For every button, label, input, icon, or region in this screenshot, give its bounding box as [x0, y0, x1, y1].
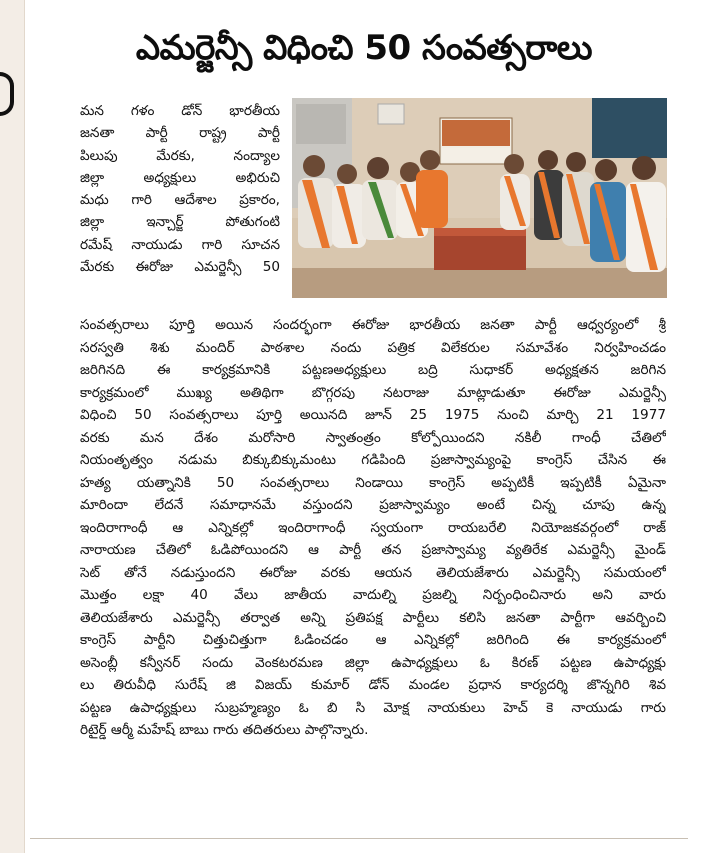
- body-line: మారిందా లేదనే సమాధానమే వస్తుందని ప్రజాస్వామ్యం అంటే చిన్న చూపు ఉన్న: [80, 497, 666, 513]
- intro-line: పిలుపు మేరకు, నంద్యాల: [80, 147, 280, 164]
- article-headline: ఎమర్జెన్సీ విధించి 50 సంవత్సరాలు: [135, 28, 593, 68]
- body-line: నియంతృత్వం నడుమ బిక్కుబిక్కుమంటు గడిపింది ప్రజాస్వామ్యంపై కాంగ్రెస్ చేసిన ఈ: [80, 452, 666, 468]
- intro-line: మన గళం డోన్ భారతీయ: [80, 103, 280, 119]
- article-intro: [80, 100, 280, 278]
- body-line: వరకు మన దేశం మరోసారి స్వాతంత్రం కోల్పోయిందని నకిలీ గాంధీ చేతిలో: [80, 429, 666, 446]
- article-body: [80, 314, 666, 742]
- intro-line: మేరకు ఈరోజు ఎమర్జెన్సీ 50: [80, 259, 280, 276]
- adjacent-column-fragment: [0, 72, 14, 116]
- body-line: సరస్వతి శిశు మందిర్ పాఠశాల నందు పత్రిక విలేకరుల సమావేశం నిర్వహించడం: [80, 339, 666, 356]
- intro-line: జనతా పార్టీ రాష్ట్ర పార్టీ: [80, 125, 280, 142]
- bottom-divider: [30, 838, 688, 839]
- press-meet-photo-illustration: [292, 98, 667, 298]
- intro-line: మధు గారి ఆదేశాల ప్రకారం,: [80, 192, 280, 209]
- body-line: అసెంబ్లీ కన్వీనర్ సందు వెంకటరమణ జిల్లా ఉపాధ్యక్షులు ఓ కిరణ్ పట్టణ ఉపాధ్యక్షు: [80, 654, 666, 671]
- intro-line: రమేష్ నాయుడు గారి సూచన: [80, 236, 280, 253]
- adjacent-column-strip: [0, 0, 25, 853]
- body-line: తెలియజేశారు ఎమర్జెన్సీ తర్వాత అన్ని ప్రతిపక్ష పార్టీలు కలిసి జనతా పార్టీగా ఆవర్బించి: [80, 609, 666, 626]
- intro-line: జిల్లా ఇన్చార్జ్ పోతుగంటి: [80, 214, 280, 231]
- body-line: లు తిరువీధి సురేష్ జి విజయ్ కుమార్ డోన్ మండల ప్రధాన కార్యదర్శి జొన్నగిరి శివ: [80, 677, 666, 693]
- body-line: ఇందిరాగాంధీ ఆ ఎన్నికల్లో ఇందిరాగాంధీ స్వయంగా రాయబరేలి నియోజకవర్గంలో రాజ్: [80, 519, 666, 536]
- body-line: సెట్ తోనే నడుస్తుందని ఈరోజు వరకు ఆయన తెలియజేశారు ఎమర్జెన్సీ సమయంలో: [80, 564, 666, 581]
- body-line: సంవత్సరాలు పూర్తి అయిన సందర్భంగా ఈరోజు భారతీయ జనతా పార్టీ ఆధ్వర్యంలో శ్రీ: [80, 317, 666, 333]
- body-line: జరిగినది ఈ కార్యక్రమానికి పట్టణఅధ్యక్షులు బద్రి సుధాకర్ అధ్యక్షతన జరిగిన: [80, 362, 666, 378]
- body-line: కార్యక్రమంలో ముఖ్య అతిథిగా బొగ్గరపు నటరాజు మాట్లాడుతూ ఈరోజు ఎమర్జెన్సీ: [80, 384, 666, 401]
- body-line: విధించి 50 సంవత్సరాలు పూర్తి అయినది జూన్ 25 1975 నుంచి మార్చి 21 1977: [80, 407, 666, 423]
- intro-line: జిల్లా అధ్యక్షులు అభిరుచి: [80, 169, 280, 186]
- body-line: కాంగ్రెస్ పార్టీని చిత్తుచిత్తుగా ఓడించడం ఆ ఎన్నికల్లో జరిగింది ఈ కార్యక్రమంలో: [80, 632, 666, 648]
- body-line: నారాయణ చేతిలో ఓడిపోయిందని ఆ పార్టీ తన ప్రజాస్వామ్య వ్యతిరేక ఎమర్జెన్సీ మైండ్: [80, 542, 666, 558]
- body-line: మొత్తం లక్షా 40 వేలు జాతీయ వాదుల్ని ప్రజల్ని నిర్బంధించినారు అని వారు: [80, 587, 666, 603]
- body-line: హత్య యత్నానికి 50 సంవత్సరాలు నిండాయి కాంగ్రెస్ అప్పటికీ ఇప్పటికీ ఏమైనా: [80, 474, 666, 491]
- press-meet-photo: [292, 98, 667, 298]
- body-line: పట్టణ ఉపాధ్యక్షులు సుబ్రహ్మణ్యం ఓ బి సి మోక్ష నాయకులు హెచ్ కె నాయుడు గారు: [80, 699, 666, 716]
- body-line-last: రిటైర్డ్ ఆర్మీ మహేష్ బాబు గారు తదితరులు పాల్గొన్నారు.: [80, 722, 369, 738]
